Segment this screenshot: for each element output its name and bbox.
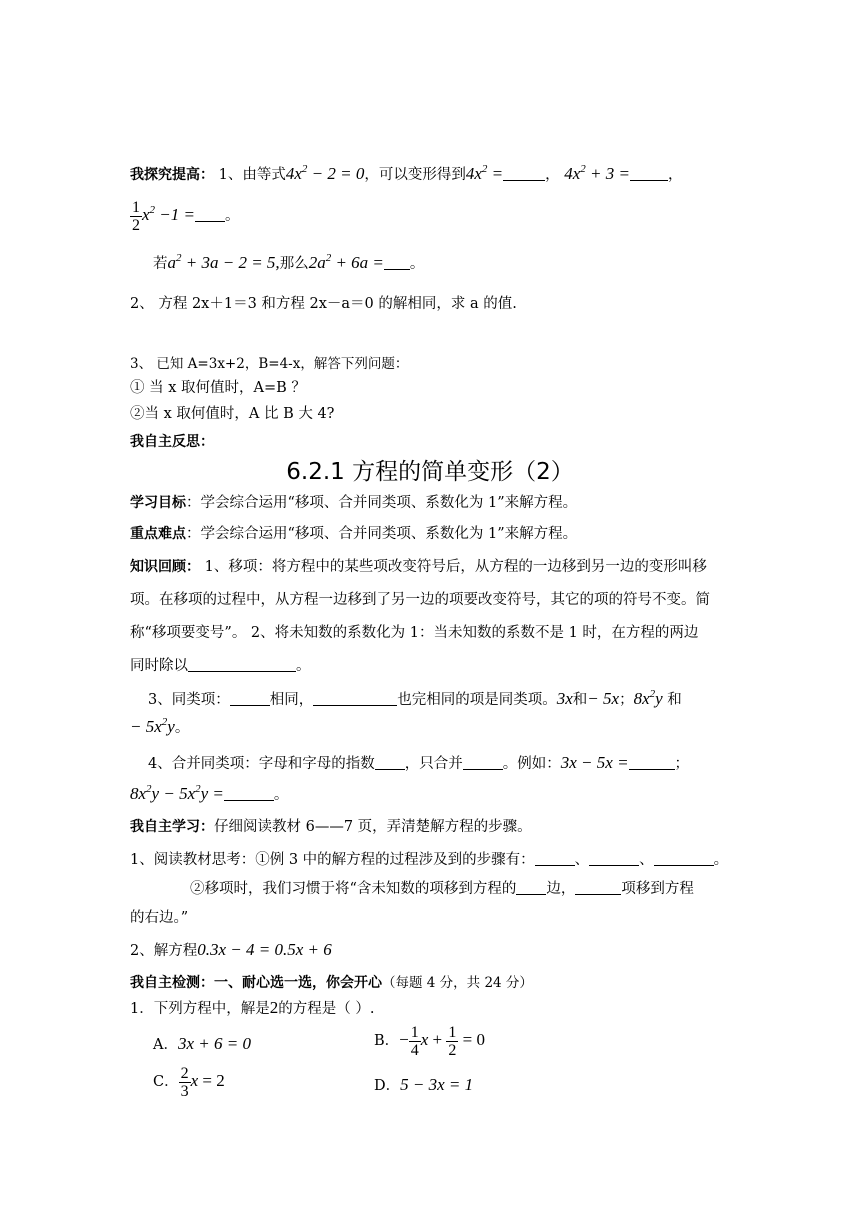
review-line1 (130, 556, 732, 578)
self-study-text: 仔细阅读教材 6——7 页，弄清楚解方程的步骤。 (214, 819, 532, 835)
option-d[interactable] (374, 1068, 732, 1103)
end: 。 (296, 658, 311, 674)
p3a: 3、同类项： (148, 692, 230, 708)
goal-label: 学习目标 (130, 495, 186, 511)
eq-8x2y-minus-5x2y: $8x^2y - 5x^2y$ = (130, 783, 224, 803)
and2: 和 (662, 692, 682, 708)
explore-q3-1: ① 当 x 取何值时，A=B ？ (130, 380, 306, 396)
review-label: 知识回顾： (130, 559, 200, 575)
blank-5[interactable] (230, 691, 270, 706)
review-text1: 1、移项：将方程中的某些项改变符号后，从方程的一边移到另一边的变形叫移 (200, 559, 707, 575)
review-line2: 项。在移项的过程中，从方程一边移到了另一边的项要改变符号，其它的项的符号不变。简 (130, 592, 710, 608)
end: 。 (174, 720, 190, 736)
self-study-item1-2 (190, 878, 732, 900)
option-b[interactable]: B．− $\frac{1}{4}$ x + $\frac{1}{2}$ = 0 (374, 1023, 485, 1059)
eq-opt-a: 3x + 6 = 0 (177, 1034, 251, 1053)
explore-q1-sub (153, 252, 732, 275)
self-test-score: （每题 4 分，共 24 分） (382, 975, 533, 991)
self-study-item1-3: 的右边。” (130, 910, 189, 926)
item12a: ②移项时，我们习惯于将“含未知数的项移到方程的 (190, 881, 517, 897)
eq-8x2y: $8x^2y$ (633, 688, 663, 708)
end: 。 (713, 852, 729, 868)
review-p3 (148, 688, 732, 711)
explore-q1-mid: ，可以变形得到 (364, 167, 466, 183)
item1a: 1、阅读教材思考：①例 3 中的解方程的过程涉及到的步骤有： (130, 852, 535, 868)
blank-8[interactable] (463, 755, 503, 770)
blank-13[interactable] (654, 851, 714, 866)
blank-14[interactable] (516, 880, 546, 895)
section-title: 6.2.1 方程的简单变形（2） (286, 459, 574, 485)
explore-q1-line (130, 163, 732, 186)
eq-half-x2-minus-1: $x^2 -1$ = (142, 204, 195, 224)
sep: ， (545, 167, 560, 183)
explore-label: 我探究提高： (130, 167, 214, 183)
key-line (130, 523, 732, 545)
p4c: 。例如： (502, 756, 561, 772)
opt-d-label: D． (374, 1078, 401, 1094)
sub-mid: 那么 (279, 256, 309, 272)
option-c[interactable]: C． $\frac{2}{3}$ x = 2 (153, 1064, 225, 1100)
review-line4-text: 同时除以 (130, 658, 188, 674)
blank-9[interactable] (629, 755, 675, 770)
eq-4x2-minus-2: $4x^2 - 2 = 0$ (285, 163, 365, 183)
semi: ； (674, 756, 690, 772)
self-study-item1 (130, 849, 732, 871)
end: 。 (225, 208, 240, 224)
self-study-label: 我自主学习： (130, 819, 214, 835)
blank-divide[interactable] (188, 657, 296, 672)
explore-q1-line2 (130, 198, 732, 234)
eq-4x2: $4x^2$ = (465, 163, 504, 183)
end: 。 (273, 787, 289, 803)
blank-15[interactable] (575, 880, 621, 895)
fraction-quarter: $\frac{1}{4}$ (410, 1023, 419, 1059)
eq-opt-d: 5 − 3x = 1 (400, 1075, 474, 1094)
blank-12[interactable] (589, 851, 639, 866)
goal-line (130, 492, 732, 514)
eq-3x: 3x (556, 689, 573, 708)
p3c: 也完相同的项是同类项。 (397, 692, 557, 708)
review-p3-line2 (130, 716, 732, 739)
opt-c-label: C． (153, 1074, 179, 1090)
opt-a-label: A． (153, 1037, 178, 1053)
self-study-item2 (130, 939, 732, 962)
blank-4[interactable] (384, 255, 410, 270)
eq-neg5x: − 5x (587, 689, 620, 708)
eq-a2-3a: $a^2 + 3a - 2 = 5$, (167, 252, 280, 272)
sep: 、 (574, 852, 590, 868)
reflect-label: 我自主反思： (130, 434, 214, 450)
blank-10[interactable] (224, 786, 274, 801)
explore-q3: 3、 已知 A=3x+2，B=4-x，解答下列问题： (130, 356, 409, 372)
key-label: 重点难点 (130, 526, 186, 542)
blank-7[interactable] (375, 755, 405, 770)
fraction-half-b: $\frac{1}{2}$ (448, 1023, 457, 1059)
self-test-q1 (130, 997, 732, 1020)
review-line3: 称“移项要变号”。 2、将未知数的系数化为 1：当未知数的系数不是 1 时，在方程的两边 (130, 625, 699, 641)
blank-1[interactable] (503, 166, 545, 181)
self-study-line (130, 816, 732, 838)
item12c: 项移到方程 (621, 881, 694, 897)
item2: 2、解方程 (130, 943, 198, 959)
p3b: 相同， (269, 692, 314, 708)
blank-3[interactable] (195, 207, 225, 222)
sub-end: 。 (409, 256, 425, 272)
self-test-line (130, 972, 732, 994)
sep: ， (667, 167, 683, 183)
semi: ； (619, 692, 634, 708)
q1-val: 2 (269, 998, 279, 1017)
and1: 和 (572, 692, 588, 708)
fraction-two-thirds: $\frac{2}{3}$ (180, 1064, 189, 1100)
q1: 1．下列方程中，解是 (130, 1001, 270, 1017)
goal-text: ：学会综合运用“移项、合并同类项、系数化为 1”来解方程。 (186, 495, 578, 511)
eq-neg5x2y: − $5x^2y$ (130, 716, 175, 736)
fraction-half: $\frac{1}{2}$ (132, 198, 140, 234)
explore-q2: 2、 方程 2x＋1＝3 和方程 2x－a＝0 的解相同，求 a 的值. (130, 296, 517, 312)
explore-q3-2: ②当 x 取何值时，A 比 B 大 4? (130, 406, 335, 422)
key-text: ：学会综合运用“移项、合并同类项、系数化为 1”来解方程。 (186, 526, 578, 542)
explore-q1-prefix: 1、由等式 (218, 167, 286, 183)
opt-b-label: B． (374, 1033, 400, 1049)
sep: 、 (639, 852, 654, 868)
review-p4 (148, 752, 732, 775)
self-test-label: 我自主检测：一、耐心选一选，你会开心 (130, 975, 382, 991)
blank-2[interactable] (630, 166, 668, 181)
eq-solve: 0.3x − 4 = 0.5x + 6 (197, 940, 332, 959)
blank-11[interactable] (535, 851, 575, 866)
eq-3x-minus-5x: 3x − 5x = (560, 753, 629, 772)
item12b: 边， (546, 881, 576, 897)
review-p4-line2 (130, 783, 732, 806)
eq-2a2-6a: $2a^2 + 6a$ = (308, 252, 384, 272)
sub-prefix: 若 (153, 256, 168, 272)
p4b: ，只合并 (404, 756, 463, 772)
q1-end: 的方程是（ ）. (278, 1001, 375, 1017)
blank-6[interactable] (313, 691, 397, 706)
review-line4 (130, 655, 732, 677)
eq-4x2-plus-3: $4x^2 + 3$ = (564, 163, 630, 183)
p4a: 4、合并同类项：字母和字母的指数 (148, 756, 375, 772)
